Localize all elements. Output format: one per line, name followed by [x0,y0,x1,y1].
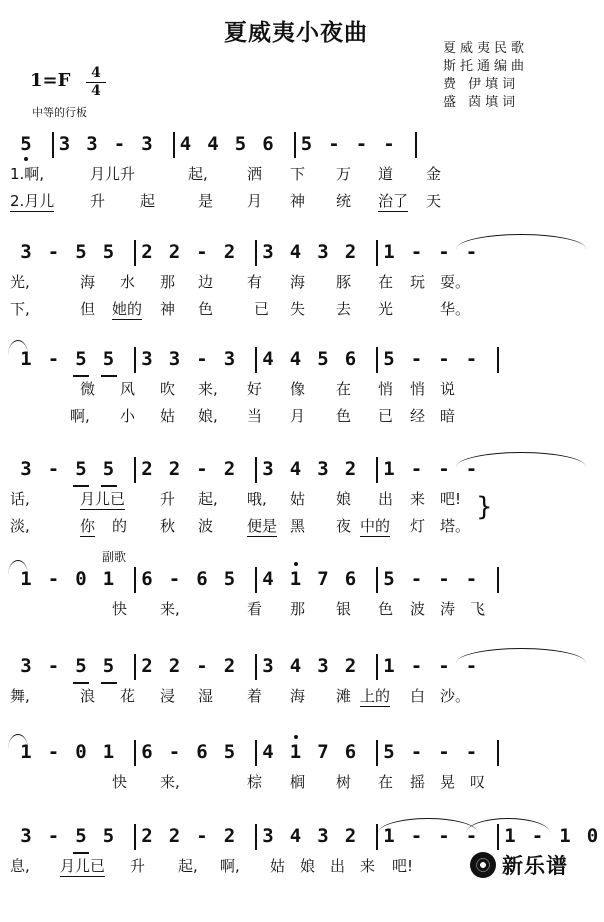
lyric-syllable: 中的 [360,517,391,535]
lyric-syllable: 波 [198,517,214,535]
score-system [0,652,604,752]
lyric-syllable: 银 [336,600,352,618]
note: 5 [383,348,395,370]
dash-extension: - [410,241,423,263]
dash-extension: - [196,241,208,263]
slur-arc [456,234,586,249]
lyric-syllable: 息, [10,857,30,875]
note: 0 [75,741,87,763]
slur-arc [8,340,28,355]
lyric-syllable: 滩 [336,687,352,705]
note: 3 [86,133,98,155]
lyric-syllable: 有 [247,273,263,291]
note: 7 [317,568,329,590]
note: 1 [20,568,32,590]
dash-extension: - [465,825,478,847]
lyric-line [0,299,604,321]
lyric-syllable: 浸 [160,687,176,705]
lyric-syllable: 起, [198,490,218,508]
lyric-syllable: 色 [336,407,352,425]
note: 1 [20,741,32,763]
lyric-syllable: 榈 [290,773,306,791]
song-title: 夏威夷小夜曲 [224,20,368,46]
lyric-syllable: 出 [378,490,394,508]
dash-extension: - [196,458,208,480]
verse-bracket: } [476,492,493,522]
note: 4 [289,348,302,370]
note: 5 [98,652,120,680]
lyric-syllable: 2.月儿 [10,192,55,210]
credit-line-arranger: 斯托通编曲 [443,59,529,74]
dash-extension: - [465,655,478,677]
dash-extension: - [328,133,340,155]
lyric-syllable: 月儿已 [80,490,126,508]
lyric-line [0,599,604,621]
lyric-syllable: 小 [120,407,136,425]
lyric-syllable: 啊, [70,407,90,425]
lyric-syllable: 来 [360,857,376,875]
lyric-syllable: 下, [10,300,30,318]
lyric-syllable: 在 [378,773,394,791]
lyric-syllable: 像 [290,380,306,398]
note: 3 [20,825,32,847]
dash-extension: - [465,348,478,370]
lyric-syllable: 海 [290,273,306,291]
lyric-syllable: 着 [247,687,263,705]
chorus-label: 副歌 [102,550,127,564]
lyric-syllable: 夜 [336,517,352,535]
logo-text: 新乐谱 [502,854,568,878]
dash-extension: - [196,655,208,677]
dash-extension: - [47,655,60,677]
note: 0 [586,825,599,847]
note: 4 [262,741,274,763]
note: 1 [383,825,395,847]
dash-extension: - [465,741,478,763]
note: 5 [317,348,329,370]
lyric-syllable: 舞, [10,687,30,705]
lyric-syllable: 涛 [440,600,456,618]
lyric-syllable: 万 [336,165,352,183]
note: 5 [234,133,247,155]
note: 2 [344,825,357,847]
lyric-syllable: 起, [188,165,208,183]
dash-extension: - [355,133,368,155]
dash-extension: - [47,241,60,263]
lyric-syllable: 来, [160,773,180,791]
note: 4 [289,825,302,847]
note: 5 [102,825,115,847]
lyric-syllable: 悄 [378,380,394,398]
note: 3 [317,458,329,480]
note: 1 [285,565,307,593]
note: 6 [141,568,153,590]
note: 3 [223,348,236,370]
dash-extension: - [47,741,60,763]
lyric-syllable: 神 [160,300,176,318]
note: 2 [168,458,181,480]
lyric-syllable: 升 [130,857,146,875]
note: 2 [223,825,236,847]
dash-extension: - [531,825,544,847]
note: 3 [262,825,274,847]
note: 2 [223,241,236,263]
lyric-syllable: 豚 [336,273,352,291]
note: 1 [285,738,307,766]
note: 4 [207,133,219,155]
lyric-syllable: 光, [10,273,30,291]
dash-extension: - [47,348,60,370]
lyric-syllable: 花 [120,687,136,705]
note: 5 [300,133,313,155]
lyric-line [0,379,604,401]
note: 2 [344,241,357,263]
note: 0 [75,568,87,590]
note: 6 [344,741,357,763]
record-disc-icon [470,852,496,878]
dash-extension: - [438,241,450,263]
note: 2 [168,241,181,263]
lyric-syllable: 吹 [160,380,176,398]
note-row [0,130,604,164]
lyric-syllable: 在 [336,380,352,398]
lyric-syllable: 下 [290,165,306,183]
note: 2 [141,458,153,480]
lyric-syllable: 耍。 [440,273,471,291]
lyric-syllable: 华。 [440,300,471,318]
note: 6 [196,568,208,590]
dash-extension: - [438,458,450,480]
lyric-line [0,191,604,213]
lyric-syllable: 她的 [112,300,143,318]
note: 5 [383,568,395,590]
lyric-syllable: 月 [290,407,306,425]
lyric-syllable: 便是 [247,517,278,535]
lyric-syllable: 经 [410,407,426,425]
note: 5 [98,345,120,373]
note: 5 [70,652,92,680]
note: 3 [20,458,32,480]
lyric-syllable: 波 [410,600,426,618]
note-row [0,345,604,379]
note: 2 [141,825,153,847]
lyric-syllable: 黑 [290,517,306,535]
lyric-syllable: 海 [80,273,96,291]
dash-extension: - [113,133,126,155]
lyric-syllable: 姑 [270,857,286,875]
lyric-syllable: 当 [247,407,263,425]
lyric-line [0,406,604,428]
lyric-syllable: 姑 [160,407,176,425]
note: 3 [317,655,329,677]
lyric-syllable: 是 [198,192,214,210]
note: 2 [141,655,153,677]
lyric-syllable: 摇 [410,773,426,791]
note: 5 [70,345,92,373]
dash-extension: - [410,825,423,847]
note: 5 [223,741,236,763]
score-system [0,345,604,445]
dash-extension: - [47,825,60,847]
dash-extension: - [465,241,478,263]
lyric-syllable: 话, [10,490,30,508]
lyric-syllable: 白 [410,687,426,705]
lyric-line [0,772,604,794]
lyric-syllable: 但 [80,300,96,318]
lyric-syllable: 棕 [247,773,263,791]
meter-top: 4 [91,65,101,81]
note: 3 [317,825,329,847]
note: 4 [289,458,302,480]
note: 5 [75,241,87,263]
note: 5 [70,455,92,483]
note: 3 [317,241,329,263]
lyric-syllable: 啊, [220,857,240,875]
lyric-syllable: 玩 [410,273,426,291]
lyric-syllable: 沙。 [440,687,471,705]
lyric-syllable: 浪 [80,687,96,705]
credit-line-lyricist-2: 盛 茵填词 [443,95,520,110]
lyric-syllable: 起 [140,192,156,210]
note: 6 [262,133,274,155]
note: 6 [344,348,357,370]
dash-extension: - [410,655,423,677]
note: 2 [223,458,236,480]
lyric-syllable: 在 [378,273,394,291]
note: 2 [168,825,181,847]
note: 3 [262,655,274,677]
lyric-line [0,686,604,708]
note: 5 [15,130,37,158]
dash-extension: - [438,568,450,590]
lyric-syllable: 塔。 [440,517,471,535]
barline [497,567,499,593]
dash-extension: - [168,741,181,763]
note: 6 [196,741,208,763]
lyric-syllable: 的 [112,517,128,535]
lyric-syllable: 边 [198,273,214,291]
dash-extension: - [47,458,60,480]
lyric-syllable: 秋 [160,517,176,535]
lyric-syllable: 1.啊, [10,165,45,183]
note: 7 [317,741,329,763]
dash-extension: - [438,348,450,370]
lyric-syllable: 海 [290,687,306,705]
lyric-syllable: 风 [120,380,136,398]
lyric-syllable: 好 [247,380,263,398]
note: 3 [20,241,32,263]
lyric-syllable: 已 [254,300,270,318]
note: 3 [58,133,71,155]
note: 3 [141,133,153,155]
note: 5 [98,455,120,483]
note: 5 [102,241,115,263]
key-signature: 1=F [30,70,71,91]
lyric-syllable: 淡, [10,517,30,535]
lyric-syllable: 月儿已 [60,857,106,875]
dash-extension: - [168,568,181,590]
note: 4 [289,655,302,677]
note: 3 [168,348,181,370]
lyric-syllable: 升 [90,192,106,210]
slur-arc [8,560,28,575]
lyric-syllable: 失 [290,300,306,318]
lyric-line [0,516,604,538]
lyric-syllable: 神 [290,192,306,210]
lyric-syllable: 水 [120,273,136,291]
lyric-syllable: 月儿升 [90,165,136,183]
lyric-syllable: 快 [112,600,128,618]
lyric-syllable: 微 [80,380,96,398]
note: 1 [20,348,32,370]
dash-extension: - [196,348,208,370]
note: 1 [383,655,395,677]
note: 2 [168,655,181,677]
credit-line-origin: 夏威夷民歌 [443,41,529,56]
lyric-syllable: 已 [378,407,394,425]
note: 5 [70,822,92,850]
lyric-syllable: 快 [112,773,128,791]
lyric-syllable: 树 [336,773,352,791]
note: 5 [223,568,236,590]
lyric-line [0,272,604,294]
dash-extension: - [410,458,423,480]
score-system [0,455,604,555]
lyric-syllable: 吧! [392,857,414,875]
lyric-syllable: 去 [336,300,352,318]
note: 1 [102,568,115,590]
lyric-syllable: 晃 [440,773,456,791]
lyric-syllable: 吧! [440,490,462,508]
note: 1 [383,241,395,263]
lyric-line [0,489,604,511]
lyric-syllable: 道 [378,165,394,183]
note: 4 [262,348,274,370]
lyric-syllable: 出 [330,857,346,875]
lyric-syllable: 上的 [360,687,391,705]
lyric-syllable: 看 [247,600,263,618]
lyric-syllable: 娘 [336,490,352,508]
lyric-syllable: 哦, [247,490,267,508]
lyric-syllable: 来 [410,490,426,508]
lyric-syllable: 湿 [198,687,214,705]
dash-extension: - [410,741,423,763]
barline [415,132,417,158]
dash-extension: - [196,825,208,847]
lyric-syllable: 月 [247,192,263,210]
note: 1 [383,458,395,480]
dash-extension: - [410,568,423,590]
note: 1 [504,825,516,847]
lyric-syllable: 治了 [378,192,409,210]
lyric-syllable: 灯 [410,517,426,535]
lyric-syllable: 色 [378,600,394,618]
lyric-syllable: 那 [160,273,176,291]
barline [497,347,499,373]
dash-extension: - [438,825,450,847]
lyric-syllable: 姑 [290,490,306,508]
lyric-syllable: 那 [290,600,306,618]
dash-extension: - [410,348,423,370]
note: 2 [223,655,236,677]
note: 5 [383,741,395,763]
meter-bottom: 4 [91,83,101,99]
lyric-syllable: 起, [178,857,198,875]
note-row [0,565,604,599]
note: 1 [559,825,571,847]
note: 3 [141,348,153,370]
lyric-syllable: 叹 [470,773,486,791]
lyric-syllable: 金 [426,165,442,183]
note: 2 [344,458,357,480]
lyric-syllable: 暗 [440,407,456,425]
note: 2 [141,241,153,263]
score-system [0,130,604,230]
dash-extension: - [438,741,450,763]
barline [497,740,499,766]
note-row [0,738,604,772]
dash-extension: - [465,458,478,480]
note: 6 [141,741,153,763]
note: 1 [102,741,115,763]
tempo-marking: 中等的行板 [32,106,87,119]
credits-block [443,40,528,112]
lyric-syllable: 洒 [247,165,263,183]
lyric-syllable: 说 [440,380,456,398]
time-signature [86,66,106,99]
lyric-syllable: 色 [198,300,214,318]
score-system [0,238,604,338]
note: 4 [289,241,302,263]
dash-extension: - [438,655,450,677]
note: 6 [344,568,357,590]
lyric-syllable: 统 [336,192,352,210]
lyric-syllable: 飞 [470,600,486,618]
note: 2 [344,655,357,677]
lyric-syllable: 娘 [300,857,316,875]
note: 3 [262,241,274,263]
lyric-line [0,164,604,186]
lyric-syllable: 娘, [198,407,218,425]
lyric-syllable: 来, [160,600,180,618]
lyric-syllable: 升 [160,490,176,508]
lyric-syllable: 来, [198,380,218,398]
lyric-syllable: 悄 [410,380,426,398]
lyric-syllable: 你 [80,517,96,535]
dash-extension: - [465,568,478,590]
credit-line-lyricist-1: 费 伊填词 [443,77,520,92]
note: 4 [262,568,274,590]
lyric-syllable: 天 [426,192,442,210]
lyric-syllable: 光 [378,300,394,318]
dash-extension: - [383,133,395,155]
note: 3 [20,655,32,677]
dash-extension: - [47,568,60,590]
note: 4 [179,133,192,155]
note: 3 [262,458,274,480]
